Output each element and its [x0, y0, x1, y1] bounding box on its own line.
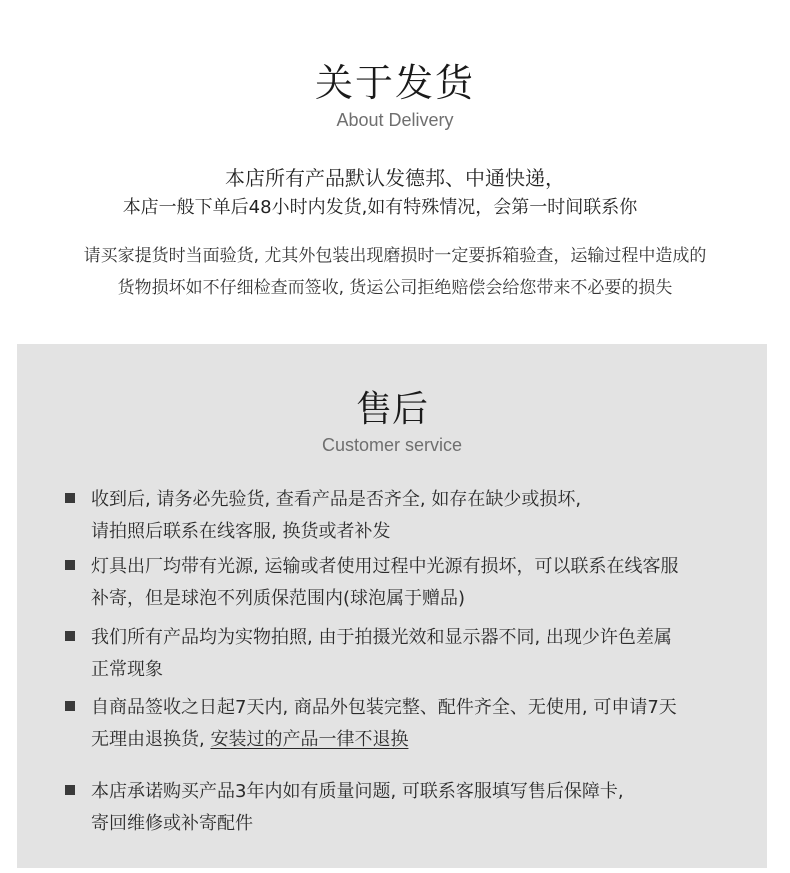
delivery-inspection-line: 请买家提货时当面验货, 尤其外包装出现磨损时一定要拆箱验查，运输过程中造成的 — [83, 246, 707, 266]
service-item-line: 自商品签收之日起7天内, 商品外包装完整、配件齐全、无使用, 可申请7天 — [91, 697, 677, 718]
service-item-text: 无理由退换货, — [91, 729, 211, 750]
customer-service-panel — [17, 344, 767, 868]
service-item-line: 请拍照后联系在线客服, 换货或者补发 — [91, 521, 391, 542]
service-item-line: 本店承诺购买产品3年内如有质量问题, 可联系客服填写售后保障卡, — [91, 781, 624, 802]
square-bullet-icon — [65, 785, 75, 795]
delivery-inspection-line: 货物损坏如不仔细检查而签收, 货运公司拒绝赔偿会给您带来不必要的损失 — [117, 278, 673, 298]
square-bullet-icon — [65, 631, 75, 641]
square-bullet-icon — [65, 701, 75, 711]
service-item-line: 正常现象 — [91, 659, 163, 680]
delivery-notice-line: 本店所有产品默认发德邦、中通快递， — [225, 166, 565, 190]
delivery-notice-line: 本店一般下单后48小时内发货,如有特殊情况，会第一时间联系你 — [122, 197, 638, 218]
service-item-line — [91, 724, 751, 756]
service-item-line: 收到后, 请务必先验货, 查看产品是否齐全, 如存在缺少或损坏, — [91, 489, 582, 510]
no-return-after-install-note: 安装过的产品一律不退换 — [210, 729, 409, 750]
service-item-line: 补寄，但是球泡不列质保范围内(球泡属于赠品) — [91, 588, 466, 609]
delivery-subtitle: About Delivery — [336, 110, 454, 130]
service-item-line: 寄回维修或补寄配件 — [91, 813, 253, 834]
square-bullet-icon — [65, 493, 75, 503]
service-title: 售后 — [355, 389, 428, 430]
service-item-line: 灯具出厂均带有光源, 运输或者使用过程中光源有损坏，可以联系在线客服 — [91, 556, 679, 577]
service-subtitle: Customer service — [321, 435, 463, 455]
delivery-title: 关于发货 — [314, 61, 475, 105]
square-bullet-icon — [65, 560, 75, 570]
service-item-line: 我们所有产品均为实物拍照, 由于拍摄光效和显示器不同, 出现少许色差属 — [91, 627, 672, 648]
